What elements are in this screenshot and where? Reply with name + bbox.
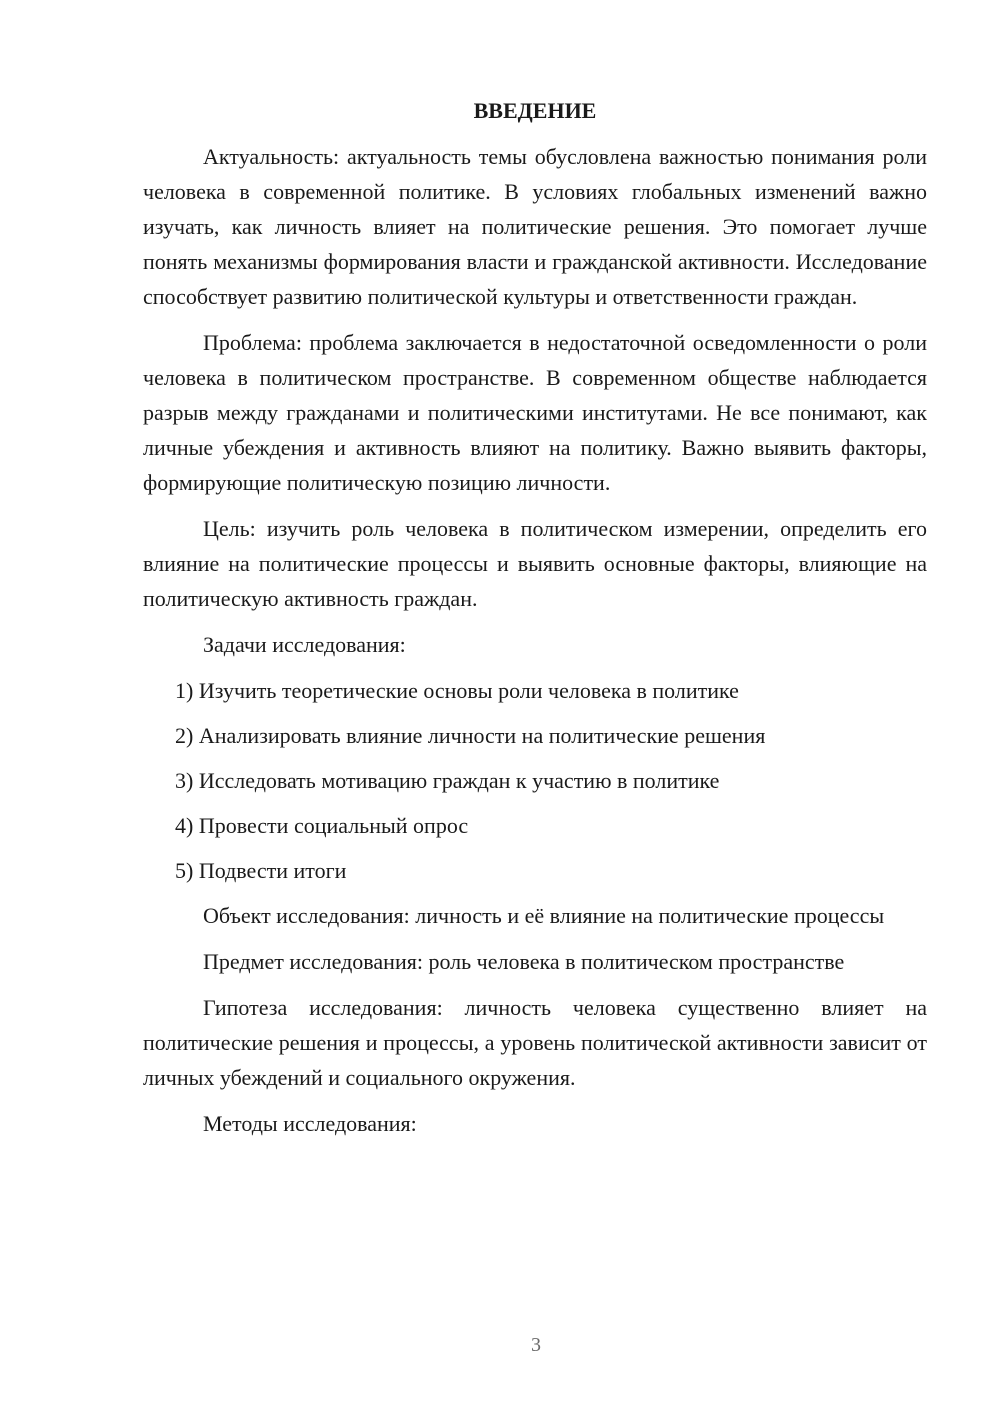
task-item: 4) Провести социальный опрос	[175, 813, 469, 838]
subject-paragraph: Предмет исследования: роль человека в политическом пространстве	[203, 949, 845, 974]
problem-paragraph: Проблема: проблема заключается в недостаточной осведомленности о роли человека в политическом пространстве. В современном обществе наблюдается разрыв между гражданами и политическими институтами. Не все понимают, как личные убеждения и активность влияют на политику. Важно выявить факторы, формирующие политическую позицию личности.	[143, 330, 927, 495]
task-item: 5) Подвести итоги	[175, 858, 347, 883]
hypothesis-paragraph: Гипотеза исследования: личность человека существенно влияет на политические решения и процессы, а уровень политической активности зависит от личных убеждений и социального окружения.	[143, 995, 927, 1090]
tasks-heading: Задачи исследования:	[203, 632, 406, 657]
relevance-paragraph: Актуальность: актуальность темы обусловлена важностью понимания роли человека в современной политике. В условиях глобальных изменений важно изучать, как личность влияет на политические решения. Это помогает лучше понять механизмы формирования власти и гражданской активности. Исследование способствует развитию политической культуры и ответственности граждан.	[143, 144, 927, 309]
page-content	[143, 93, 927, 1152]
tasks-list	[143, 673, 927, 888]
page-number: 3	[531, 1334, 541, 1356]
task-item: 3) Исследовать мотивацию граждан к участию в политике	[175, 768, 720, 793]
methods-heading: Методы исследования:	[203, 1111, 417, 1136]
page-title: ВВЕДЕНИЕ	[473, 98, 597, 123]
object-paragraph: Объект исследования: личность и её влияние на политические процессы	[203, 903, 885, 928]
task-item: 2) Анализировать влияние личности на политические решения	[175, 723, 766, 748]
task-item: 1) Изучить теоретические основы роли человека в политике	[175, 678, 739, 703]
goal-paragraph: Цель: изучить роль человека в политическом измерении, определить его влияние на политические процессы и выявить основные факторы, влияющие на политическую активность граждан.	[143, 516, 927, 611]
